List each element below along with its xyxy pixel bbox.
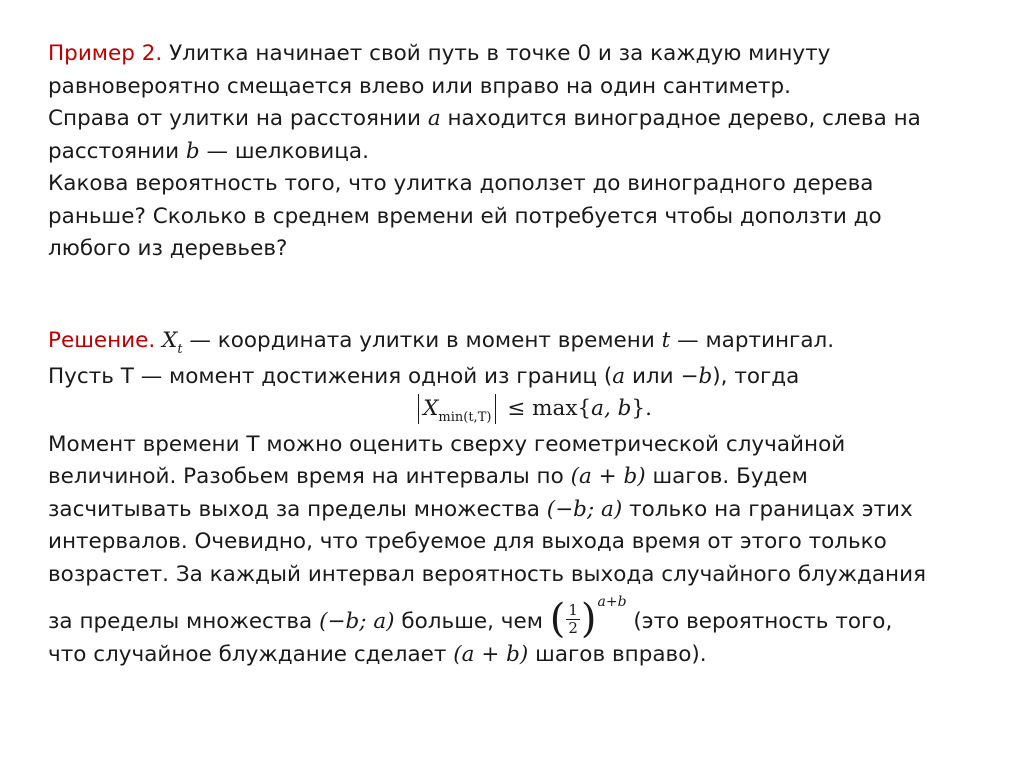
math-var: −b — [680, 363, 713, 389]
text-line: Пусть T — момент достижения одной из границ ( — [48, 363, 613, 389]
text-line: возрастет. За каждый интервал вероятность выхода случайного блуждания — [48, 561, 927, 587]
text-line: раньше? Сколько в среднем времени ей потребуется чтобы доползти до — [48, 203, 882, 229]
math-expr: (−b; a) — [319, 609, 395, 634]
math-var: X — [162, 328, 178, 353]
text-line: — шелковица. — [199, 138, 369, 164]
text-line: находится виноградное дерево, слева на — [440, 106, 921, 131]
solution-label: Решение. — [48, 328, 156, 353]
text-line: Момент времени T можно оценить сверху геометрической случайной — [48, 431, 846, 457]
text-line: интервалов. Очевидно, что требуемое для выхода время от этого только — [48, 529, 887, 554]
text-line: любого из деревьев? — [48, 236, 288, 261]
text-line: засчитывать выход за пределы множества — [48, 496, 547, 522]
example-label: Пример 2. — [48, 41, 163, 66]
text-line: — координата улитки в момент времени — [182, 328, 662, 353]
text-line: шагов вправо). — [528, 642, 707, 667]
math-var: X — [423, 396, 439, 421]
bound-formula — [48, 393, 978, 429]
text-line: ), тогда — [712, 363, 800, 389]
text-line: что случайное блуждание сделает — [48, 642, 454, 667]
math-expr: (a + b) — [570, 464, 646, 489]
math-subscript: min(t,T) — [438, 410, 492, 425]
text-line: величиной. Разобьем время на интервалы по — [48, 464, 571, 489]
text-line: или — [625, 363, 681, 389]
math-var: b — [185, 138, 200, 164]
text-line: расстоянии — [48, 138, 186, 164]
solution-paragraph — [48, 325, 978, 672]
abs-bar — [418, 394, 419, 424]
text-line: равновероятно смещается влево или вправо на один сантиметр. — [48, 73, 791, 99]
math-text: }. — [631, 396, 652, 421]
text-line: Какова вероятность того, что улитка доползет до виноградного дерева — [48, 171, 874, 196]
example-paragraph — [48, 38, 978, 266]
math-var: a, b — [591, 396, 632, 421]
math-subscript: t — [177, 342, 183, 357]
text-line: шагов. Будем — [645, 464, 808, 489]
text-line: — мартингал. — [670, 328, 835, 353]
abs-bar — [495, 394, 496, 424]
exponent: a+b — [597, 593, 627, 610]
power-fraction: ( $\frac{1}{2}$ ) a+b — [550, 599, 627, 639]
math-var: t — [661, 328, 671, 353]
fraction-denominator: 2 — [568, 618, 578, 637]
math-expr: (a + b) — [453, 642, 529, 667]
text-line: только на границах этих — [622, 496, 913, 522]
math-expr: (−b; a) — [546, 496, 623, 522]
text-line: больше, чем — [394, 609, 550, 634]
text-line: за пределы множества — [48, 609, 320, 634]
math-var: a — [427, 106, 441, 131]
text-line: Справа от улитки на расстоянии — [48, 106, 428, 131]
math-text: ≤ max{ — [507, 396, 592, 421]
fraction-numerator: 1 — [568, 600, 578, 619]
text-line: Улитка начинает свой путь в точке 0 и за каждую минуту — [162, 41, 831, 66]
text-line: (это вероятность того, — [626, 609, 893, 634]
math-var: a — [612, 363, 626, 389]
